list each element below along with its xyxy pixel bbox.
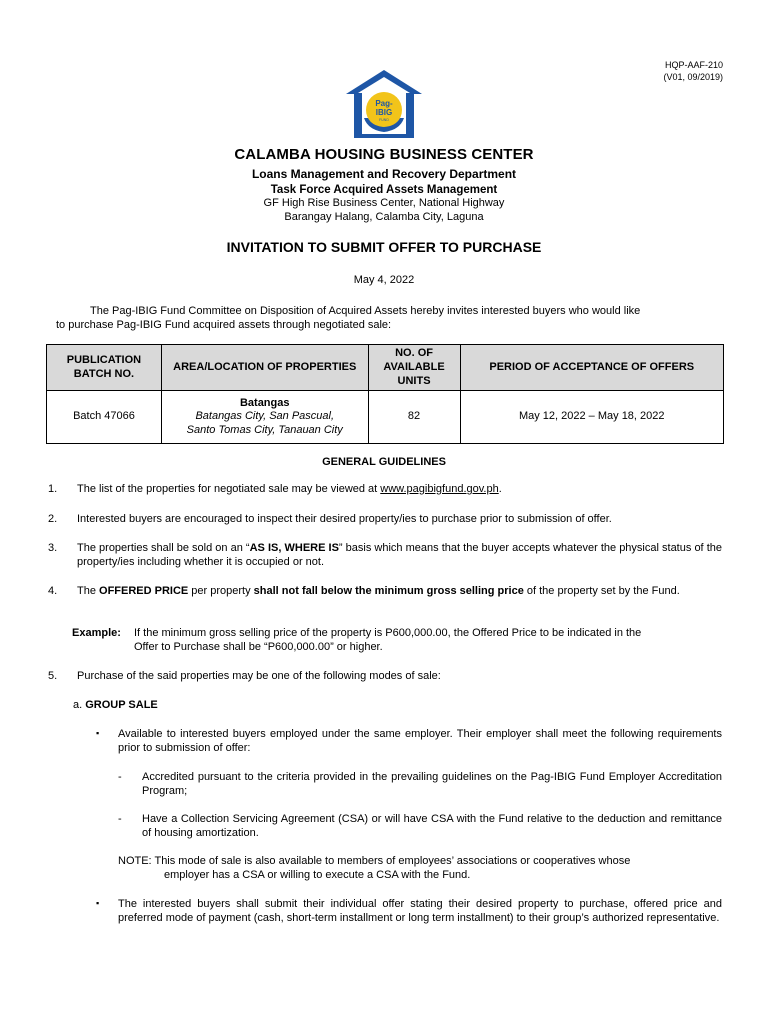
guideline-item-1 — [48, 483, 722, 497]
group-sale-title: GROUP SALE — [85, 699, 158, 711]
item-text: Purchase of the said properties may be one of the following modes of sale: — [77, 670, 441, 682]
logo-text-top: Pag- — [375, 99, 393, 108]
department-name: Loans Management and Recovery Department — [251, 166, 517, 181]
form-code-number: HQP-AAF-210 — [664, 60, 723, 70]
item-text: Interested buyers are encouraged to inspect their desired property/ies to purchase prior to submission of offer. — [77, 513, 612, 525]
table-header-row — [47, 345, 724, 391]
center-name: CALAMBA HOUSING BUSINESS CENTER — [234, 146, 534, 163]
batch-table — [46, 344, 724, 444]
address-line-1: GF High Rise Business Center, National Highway — [263, 197, 505, 210]
dash-mark: - — [118, 771, 122, 783]
item-number: 3. — [48, 542, 58, 554]
guideline-item-5 — [48, 670, 722, 684]
intro-line-1: The Pag-IBIG Fund Committee on Disposition of Acquired Assets hereby invites interested buyers who would like — [90, 305, 641, 317]
document-date: May 4, 2022 — [353, 274, 415, 286]
dash-text: Accredited pursuant to the criteria provided in the prevailing guidelines on the Pag-IBIG Fund Employer Accreditation Program; — [142, 771, 722, 797]
dash-item-1 — [118, 771, 722, 799]
dash-mark: - — [118, 813, 122, 825]
example-block — [72, 627, 722, 655]
logo-text-small: FUND — [379, 118, 389, 122]
letterhead — [0, 146, 768, 225]
bullet-text: The interested buyers shall submit their individual offer stating their desired property to purchase, offered price and preferred mode of payment (cash, short-term installment or long term installment) to their group’s authorized representative. — [118, 898, 722, 924]
cell-area — [161, 391, 368, 444]
guideline-item-2 — [48, 513, 722, 527]
header-batch: PUBLICATION BATCH NO. — [47, 345, 162, 391]
cell-batch: Batch 47066 — [47, 391, 162, 444]
form-code — [663, 60, 723, 83]
item-number: 2. — [48, 513, 58, 525]
logo-text-bottom: IBIG — [375, 108, 393, 117]
header-units: NO. OF AVAILABLE UNITS — [368, 345, 460, 391]
document-title: INVITATION TO SUBMIT OFFER TO PURCHASE — [226, 239, 542, 255]
minimum-price-rule: shall not fall below the minimum gross selling price — [253, 585, 524, 597]
task-force-name: Task Force Acquired Assets Management — [270, 183, 498, 196]
dash-text: Have a Collection Servicing Agreement (CSA) or will have CSA with the Fund relative to the deduction and remittance of housing amortization. — [142, 813, 722, 839]
item-number: 1. — [48, 483, 58, 495]
bullet-item-2 — [96, 898, 722, 926]
example-label: Example: — [72, 627, 121, 639]
group-sale-heading — [73, 699, 158, 713]
cell-period: May 12, 2022 – May 18, 2022 — [460, 391, 724, 444]
cell-units: 82 — [368, 391, 460, 444]
item-number: 4. — [48, 585, 58, 597]
note-block — [118, 855, 722, 883]
intro-line-2: to purchase Pag-IBIG Fund acquired assets through negotiated sale: — [56, 318, 392, 331]
pagibig-website-link[interactable]: www.pagibigfund.gov.ph — [380, 483, 499, 495]
item-text-mid: per property — [188, 585, 254, 597]
header-area: AREA/LOCATION OF PROPERTIES — [161, 345, 368, 391]
item-text-post: ” basis which means that the buyer accepts whatever the physical status of the property/ies including whether it is occupied or not. — [77, 542, 722, 568]
bullet-mark: ▪ — [96, 898, 100, 908]
area-line-1: Batangas City, San Pascual, — [195, 410, 335, 423]
item-number: 5. — [48, 670, 58, 682]
pag-ibig-logo — [344, 68, 424, 140]
item-text-pre: The — [77, 585, 100, 597]
item-text-post: of the property set by the Fund. — [523, 585, 680, 597]
item-text-pre: The properties shall be sold on an “ — [77, 542, 250, 554]
note-line-2: employer has a CSA or willing to execute a CSA with the Fund. — [164, 868, 471, 881]
item-text: The list of the properties for negotiated sale may be viewed at — [77, 483, 381, 495]
guideline-item-3 — [48, 542, 722, 570]
area-title: Batangas — [239, 396, 290, 409]
as-is-where-is: AS IS, WHERE IS — [249, 542, 339, 554]
guideline-item-4 — [48, 585, 722, 599]
table-row — [47, 391, 724, 444]
item-end: . — [498, 483, 502, 495]
bullet-item-1 — [96, 728, 722, 756]
note-line-1: NOTE: This mode of sale is also available to members of employees’ associations or cooperatives whose — [118, 855, 631, 867]
example-line-1: If the minimum gross selling price of the property is P600,000.00, the Offered Price to be indicated in the — [134, 627, 642, 639]
guidelines-heading: GENERAL GUIDELINES — [322, 456, 446, 468]
area-line-2: Santo Tomas City, Tanauan City — [186, 424, 343, 437]
dash-item-2 — [118, 813, 722, 841]
offered-price-label: OFFERED PRICE — [99, 585, 189, 597]
header-period: PERIOD OF ACCEPTANCE OF OFFERS — [460, 345, 724, 391]
bullet-text: Available to interested buyers employed under the same employer. Their employer shall meet the following requirements prior to submission of offer: — [118, 728, 722, 754]
address-line-2: Barangay Halang, Calamba City, Laguna — [284, 210, 484, 223]
example-line-2: Offer to Purchase shall be “P600,000.00” or higher. — [134, 640, 383, 653]
sub-label: a. — [73, 699, 86, 711]
form-code-version: (V01, 09/2019) — [663, 71, 723, 82]
intro-paragraph — [56, 305, 721, 333]
bullet-mark: ▪ — [96, 728, 100, 738]
